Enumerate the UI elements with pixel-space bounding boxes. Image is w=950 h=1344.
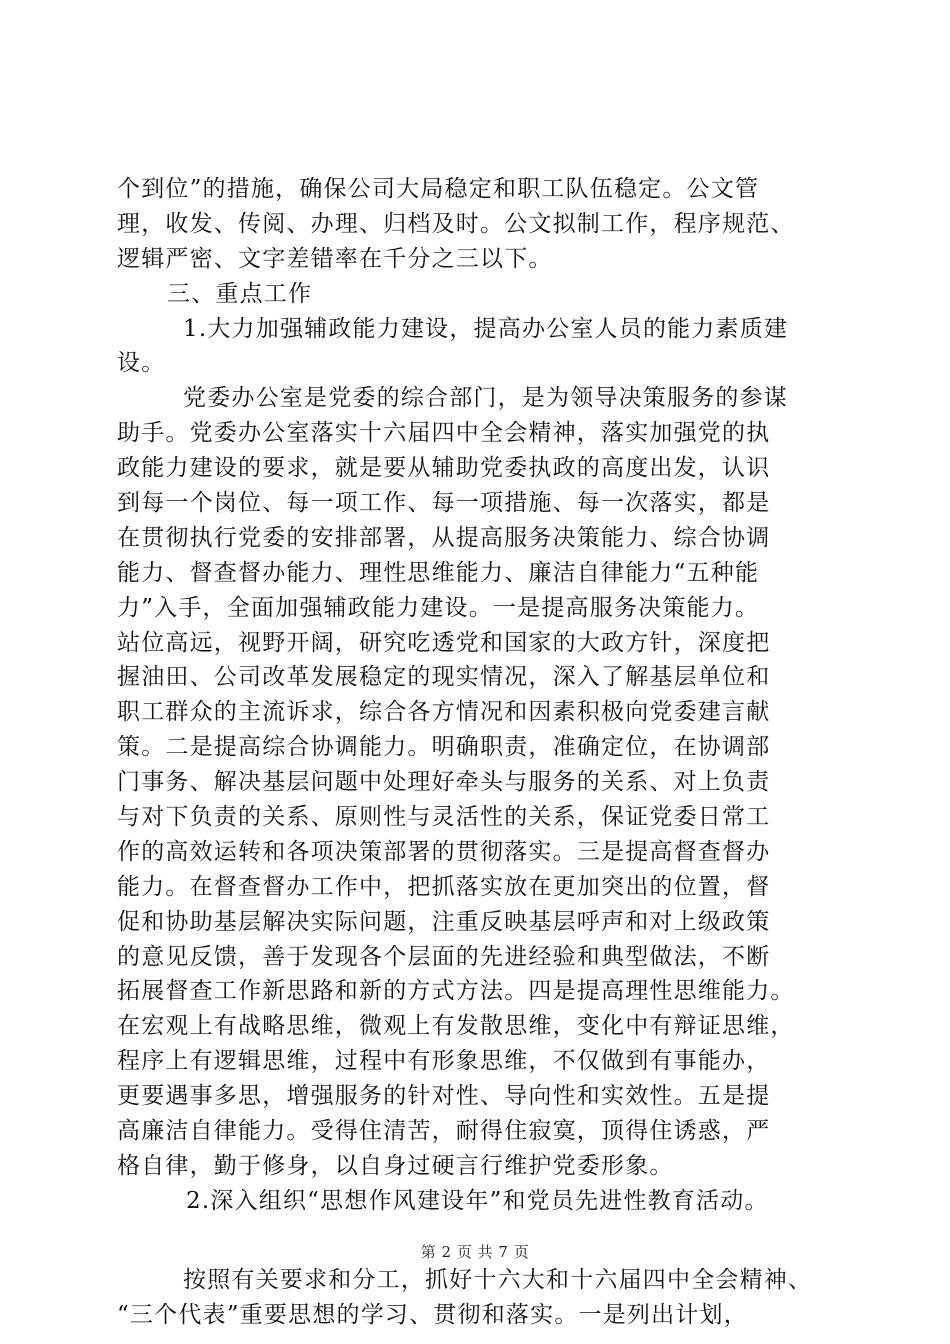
paragraph-line: 更要遇事多思，增强服务的针对性、导向性和实效性。五是提 <box>117 1083 771 1110</box>
paragraph-line: 能力。在督查督办工作中，把抓落实放在更加突出的位置，督 <box>117 873 771 900</box>
text-line: 逻辑严密、文字差错率在千分之三以下。 <box>117 245 553 272</box>
paragraph-line: 与对下负责的关系、原则性与灵活性的关系，保证党委日常工 <box>117 804 771 831</box>
paragraph-line: 程序上有逻辑思维，过程中有形象思维，不仅做到有事能办， <box>117 1048 771 1075</box>
paragraph-line: 助手。党委办公室落实十六届四中全会精神，落实加强党的执 <box>117 420 771 447</box>
paragraph-line: 站位高远，视野开阔，研究吃透党和国家的大政方针，深度把 <box>117 629 771 656</box>
paragraph-line: 党委办公室是党委的综合部门，是为领导决策服务的参谋 <box>183 385 788 412</box>
paragraph-line: 高廉洁自律能力。受得住清苦，耐得住寂寞，顶得住诱惑，严 <box>117 1118 771 1145</box>
paragraph-line: 作的高效运转和各项决策部署的贯彻落实。三是提高督查督办 <box>117 838 771 865</box>
section-heading: 三、重点工作 <box>167 280 313 307</box>
paragraph-line: 拓展督查工作新思路和新的方式方法。四是提高理性思维能力。 <box>117 978 795 1005</box>
text-line: 个到位”的措施，确保公司大局稳定和职工队伍稳定。公文管 <box>117 176 760 202</box>
item-heading: 1.大力加强辅政能力建设，提高办公室人员的能力素质建 <box>183 315 789 342</box>
paragraph-line: 握油田、公司改革发展稳定的现实情况，深入了解基层单位和 <box>117 664 771 691</box>
paragraph-line: 格自律，勤于修身，以自身过硬言行维护党委形象。 <box>117 1152 674 1179</box>
paragraph-line: 到每一个岗位、每一项工作、每一项措施、每一次落实，都是 <box>117 490 771 517</box>
paragraph-line: 在贯彻执行党委的安排部署，从提高服务决策能力、综合协调 <box>117 524 771 551</box>
text-line: 理，收发、传阅、办理、归档及时。公文拟制工作，程序规范、 <box>117 210 795 237</box>
item-heading: 2.深入组织“思想作风建设年”和党员先进性教育活动。 <box>186 1187 769 1214</box>
page-number-footer: 第 2 页 共 7 页 <box>420 1243 530 1261</box>
document-body <box>117 172 837 1333</box>
paragraph-line: 职工群众的主流诉求，综合各方情况和因素积极向党委建言献 <box>117 699 771 726</box>
paragraph-line: 政能力建设的要求，就是要从辅助党委执政的高度出发，认识 <box>117 455 771 482</box>
paragraph-line: “三个代表”重要思想的学习、贯彻和落实。一是列出计划， <box>117 1301 748 1328</box>
item-heading-continuation: 设。 <box>117 350 166 377</box>
paragraph-line: 门事务、解决基层问题中处理好牵头与服务的关系、对上负责 <box>117 769 771 796</box>
paragraph-line: 按照有关要求和分工，抓好十六大和十六届四中全会精神、 <box>183 1266 813 1293</box>
paragraph-line: 力”入手，全面加强辅政能力建设。一是提高服务决策能力。 <box>117 594 760 621</box>
paragraph-line: 能力、督查督办能力、理性思维能力、廉洁自律能力“五种能 <box>117 559 760 586</box>
paragraph-line: 策。二是提高综合协调能力。明确职责，准确定位，在协调部 <box>117 734 771 761</box>
paragraph-line: 的意见反馈，善于发现各个层面的先进经验和典型做法，不断 <box>117 943 771 970</box>
paragraph-line: 促和协助基层解决实际问题，注重反映基层呼声和对上级政策 <box>117 908 771 935</box>
paragraph-line: 在宏观上有战略思维，微观上有发散思维，变化中有辩证思维， <box>117 1013 795 1040</box>
